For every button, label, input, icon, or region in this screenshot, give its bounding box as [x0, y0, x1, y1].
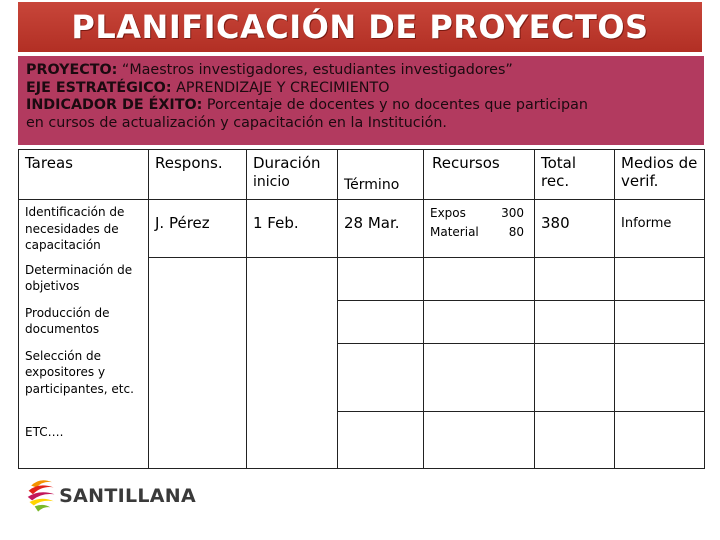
task-cell: Identificación de necesidades de capacitación: [19, 200, 149, 258]
empty-cell: [338, 412, 424, 469]
task-cell: ETC….: [19, 412, 149, 469]
empty-cell: [535, 301, 615, 344]
resource-line: [430, 223, 524, 242]
project-value: “Maestros investigadores, estudiantes investigadores”: [117, 62, 513, 78]
resource-value: 80: [508, 225, 524, 239]
brand-name: SANTILLANA: [59, 485, 196, 507]
task-cell: Selección de expositores y participantes, etc.: [19, 344, 149, 412]
empty-cell: [338, 301, 424, 344]
table-row: [19, 301, 705, 344]
santillana-logo: [26, 474, 196, 518]
header-duracion: [247, 150, 338, 200]
empty-cell: [535, 412, 615, 469]
header-termino: [338, 150, 424, 200]
indicator-row: [26, 97, 696, 115]
empty-cell: [149, 258, 247, 469]
header-recursos: [424, 150, 535, 200]
title-banner: [18, 2, 702, 52]
header-total: Total rec.: [535, 150, 615, 200]
header-medios: Medios de verif.: [615, 150, 705, 200]
indicator-label: INDICADOR DE ÉXITO:: [26, 97, 203, 113]
resource-value: 300: [501, 206, 524, 220]
resource-line: [430, 204, 524, 223]
axis-row: [26, 80, 696, 98]
project-label: PROYECTO:: [26, 62, 118, 78]
indicator-value-2: en cursos de actualización y capacitación en la Institución.: [26, 114, 447, 131]
indicator-row-2: [26, 115, 696, 133]
empty-cell: [535, 344, 615, 412]
empty-cell: [424, 344, 535, 412]
header-termino-label: Término: [344, 177, 400, 193]
empty-cell: [247, 258, 338, 469]
table-row: [19, 200, 705, 258]
table-row: [19, 412, 705, 469]
page-title: PLANIFICACIÓN DE PROYECTOS: [71, 8, 649, 46]
header-duracion-label: Duración: [253, 154, 321, 172]
inicio-cell: 1 Feb.: [247, 200, 338, 258]
planning-table: [18, 149, 705, 469]
project-info-box: [18, 56, 704, 145]
table-row: [19, 344, 705, 412]
empty-cell: [615, 258, 705, 301]
axis-label: EJE ESTRATÉGICO:: [26, 79, 172, 96]
medios-cell: Informe: [615, 200, 705, 258]
resources-cell: [424, 200, 535, 258]
project-row: [26, 62, 696, 80]
header-respons: Respons.: [149, 150, 247, 200]
empty-cell: [424, 258, 535, 301]
empty-cell: [615, 412, 705, 469]
total-cell: 380: [535, 200, 615, 258]
table-header-row: [19, 150, 705, 200]
header-tareas: Tareas: [19, 150, 149, 200]
empty-cell: [424, 412, 535, 469]
empty-cell: [615, 301, 705, 344]
empty-cell: [338, 344, 424, 412]
empty-cell: [535, 258, 615, 301]
indicator-value: Porcentaje de docentes y no docentes que participan: [202, 97, 588, 113]
task-cell: Determinación de objetivos: [19, 258, 149, 301]
header-inicio-label: inicio: [253, 174, 290, 190]
table-row: [19, 258, 705, 301]
empty-cell: [338, 258, 424, 301]
resource-name: Material: [430, 225, 479, 239]
empty-cell: [615, 344, 705, 412]
axis-value: APRENDIZAJE Y CRECIMIENTO: [171, 79, 390, 96]
termino-cell: 28 Mar.: [338, 200, 424, 258]
header-recursos-label: Recursos: [432, 154, 500, 172]
resource-name: Expos: [430, 206, 466, 220]
respons-cell: J. Pérez: [149, 200, 247, 258]
empty-cell: [424, 301, 535, 344]
task-cell: Producción de documentos: [19, 301, 149, 344]
santillana-swirl-icon: [26, 474, 57, 518]
